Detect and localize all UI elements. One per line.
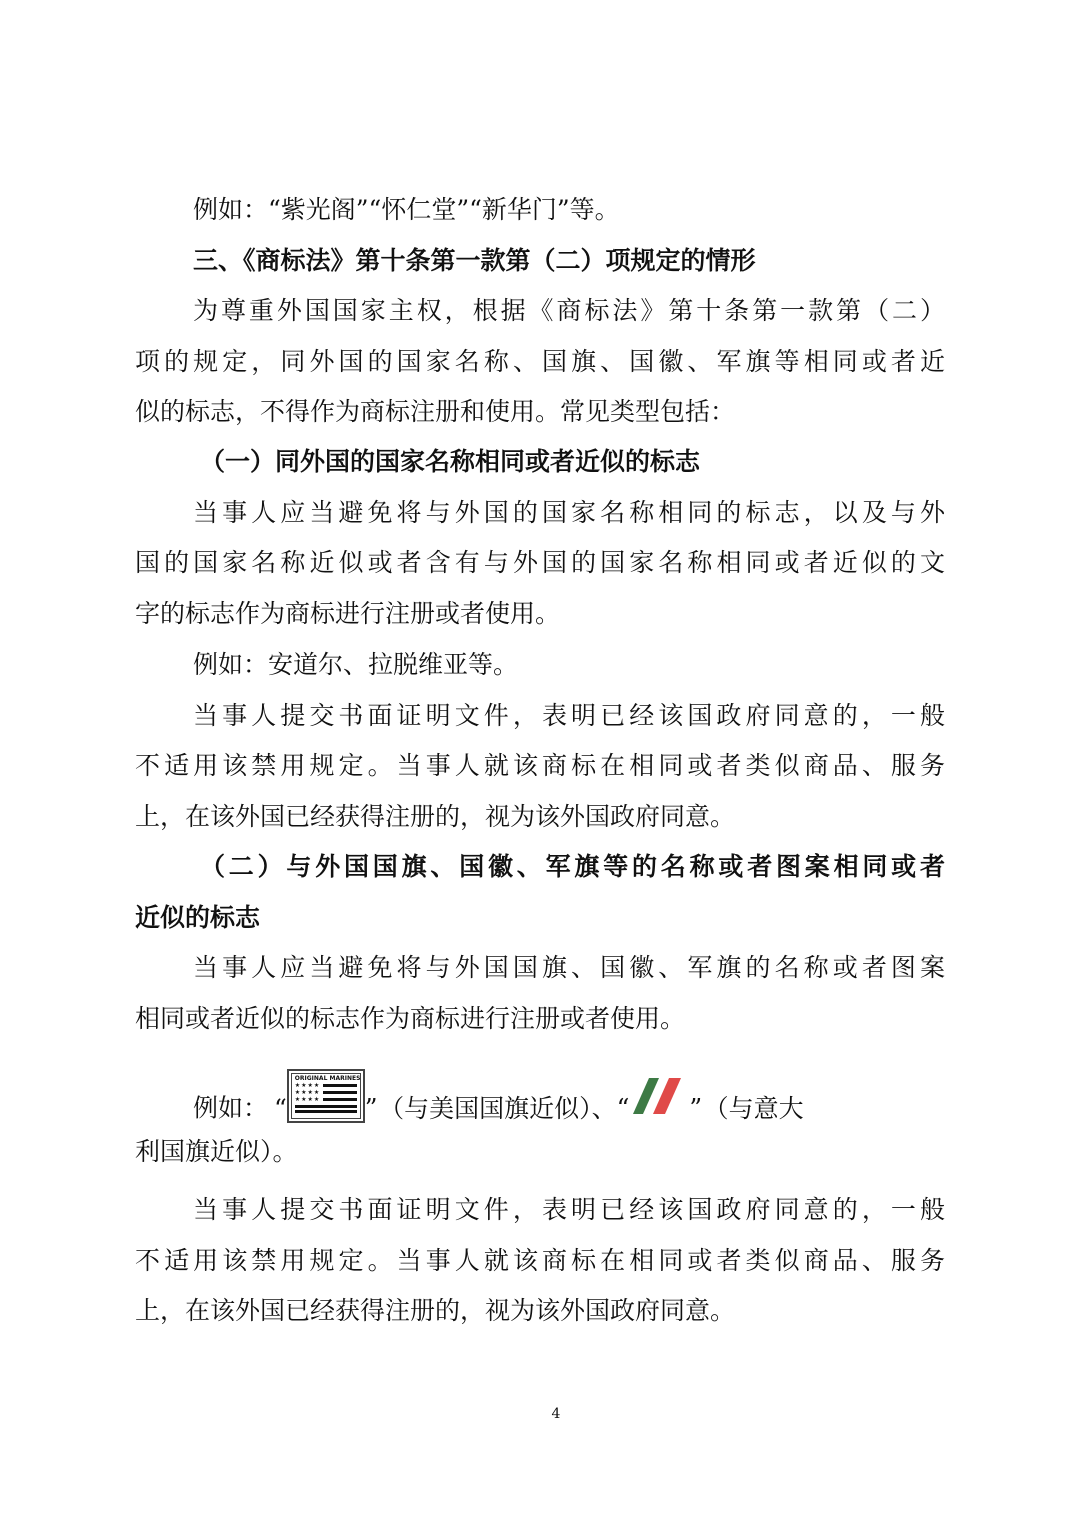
paragraph-line: 相同或者近似的标志作为商标进行注册或者使用。 xyxy=(135,1004,686,1033)
example-palace-names: 例如：“紫光阁”“怀仁堂”“新华门”等。 xyxy=(193,195,620,224)
close-quote: ” xyxy=(364,1093,378,1123)
paragraph-line: 上，在该外国已经获得注册的，视为该外国政府同意。 xyxy=(135,1296,736,1325)
flag-example-continuation: 利国旗近似）。 xyxy=(135,1137,298,1166)
example-country-names: 例如：安道尔、拉脱维亚等。 xyxy=(193,650,519,679)
open-quote: “ xyxy=(274,1093,287,1123)
paragraph-line: 为尊重外国国家主权，根据《商标法》第十条第一款第（二） xyxy=(193,296,945,325)
paragraph-line: 字的标志作为商标进行注册或者使用。 xyxy=(135,599,561,628)
logo-text: ORIGINAL MARINES xyxy=(294,1075,361,1082)
italy-flag-note: （与意大 xyxy=(716,1093,804,1123)
example-prefix: 例如： xyxy=(193,1093,269,1123)
page-number: 4 xyxy=(551,1406,561,1422)
paragraph-line: 当事人应当避免将与外国的国家名称相同的标志，以及与外 xyxy=(193,498,945,527)
section-heading-three: 三、《商标法》第十条第一款第（二）项规定的情形 xyxy=(193,246,756,275)
paragraph-line: 当事人提交书面证明文件，表明已经该国政府同意的，一般 xyxy=(193,1195,945,1224)
paragraph-line: 当事人提交书面证明文件，表明已经该国政府同意的，一般 xyxy=(193,701,945,730)
paragraph-line: 当事人应当避免将与外国国旗、国徽、军旗的名称或者图案 xyxy=(193,953,945,982)
paragraph-line: 国的国家名称近似或者含有与外国的国家名称相同或者近似的文 xyxy=(135,548,945,577)
flag-example-line xyxy=(193,1075,945,1137)
paragraph-line: 似的标志，不得作为商标注册和使用。常见类型包括： xyxy=(135,397,736,426)
close-quote: ” xyxy=(689,1093,703,1123)
paragraph-line: 不适用该禁用规定。当事人就该商标在相同或者类似商品、服务 xyxy=(135,1246,945,1275)
subheading-two-cont: 近似的标志 xyxy=(135,903,261,932)
open-quote: “ xyxy=(616,1093,630,1123)
subheading-one: （一）同外国的国家名称相同或者近似的标志 xyxy=(200,447,701,476)
subheading-two: （二）与外国国旗、国徽、军旗等的名称或者图案相同或者 xyxy=(200,852,945,881)
italy-stripes-logo xyxy=(629,1076,689,1116)
original-marines-logo: ORIGINAL MARINES ★★★★ ★★★★ ★★★★ xyxy=(287,1069,365,1123)
paragraph-line: 上，在该外国已经获得注册的，视为该外国政府同意。 xyxy=(135,802,736,831)
us-flag-note: （与美国国旗近似）、 xyxy=(391,1093,617,1123)
paragraph-line: 不适用该禁用规定。当事人就该商标在相同或者类似商品、服务 xyxy=(135,751,945,780)
paragraph-line: 项的规定，同外国的国家名称、国旗、国徽、军旗等相同或者近 xyxy=(135,347,945,376)
